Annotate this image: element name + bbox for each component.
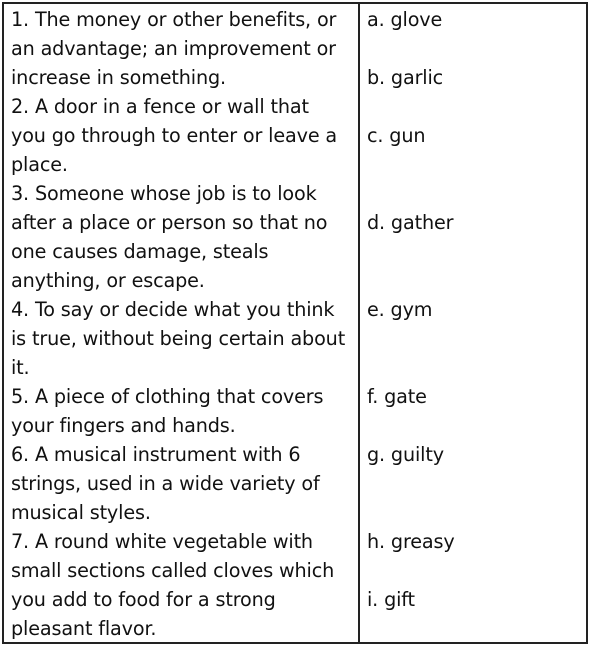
definition-2: 2. A door in a fence or wall that you go through to enter or leave a place. [11, 95, 338, 176]
definition-3: 3. Someone whose job is to look after a place or person so that no one causes damage, steals anything, or escape. [11, 182, 328, 292]
option-e: e. gym [367, 298, 433, 321]
definition-7: 7. A round white vegetable with small sections called cloves which you add to food for a strong pleasant flavor. [11, 530, 335, 640]
option-i: i. gift [367, 588, 415, 611]
option-d: d. gather [367, 211, 454, 234]
column-divider [358, 2, 360, 644]
definition-5: 5. A piece of clothing that covers your fingers and hands. [11, 385, 324, 437]
option-c: c. gun [367, 124, 426, 147]
definitions-column [11, 5, 357, 643]
option-f: f. gate [367, 385, 427, 408]
definition-6: 6. A musical instrument with 6 strings, used in a wide variety of musical styles. [11, 443, 320, 524]
option-g: g. guilty [367, 443, 444, 466]
option-b: b. garlic [367, 66, 444, 89]
definition-1: 1. The money or other benefits, or an advantage; an improvement or increase in something. [11, 8, 337, 89]
definition-4: 4. To say or decide what you think is true, without being certain about it. [11, 298, 346, 379]
option-h: h. greasy [367, 530, 455, 553]
option-a: a. glove [367, 8, 443, 31]
